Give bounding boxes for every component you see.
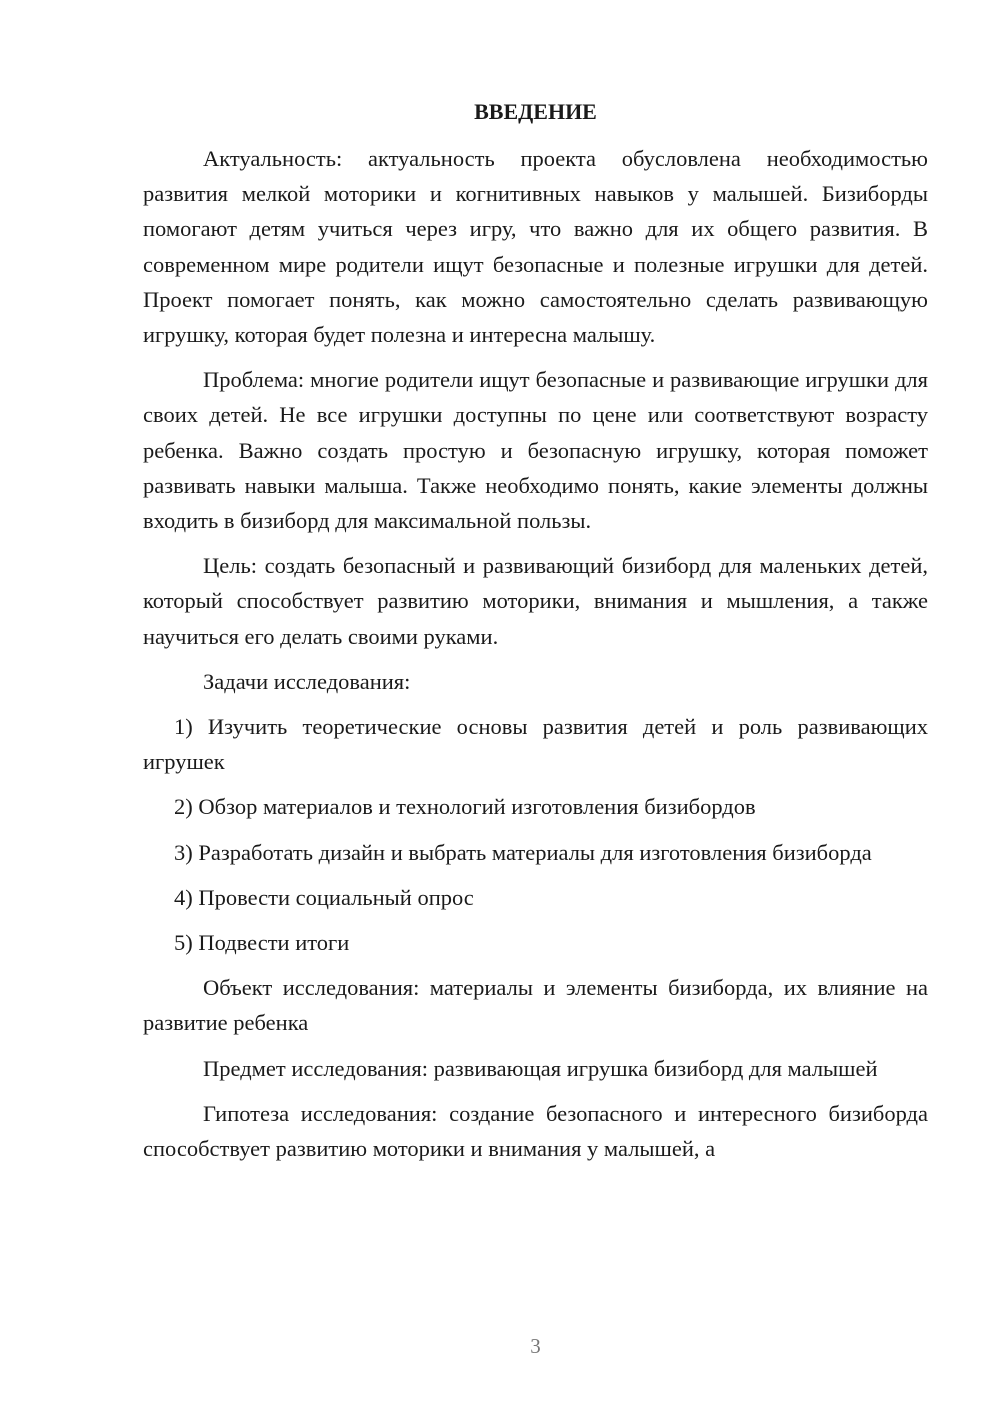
page-number: 3	[530, 1334, 541, 1358]
task-item: 2) Обзор материалов и технологий изготовления бизибордов	[174, 794, 756, 820]
paragraph-subject: Предмет исследования: развивающая игрушка бизиборд для малышей	[203, 1055, 878, 1081]
task-item: 1) Изучить теоретические основы развития детей и роль развивающих игрушек	[143, 714, 928, 775]
task-item: 3) Разработать дизайн и выбрать материалы для изготовления бизиборда	[174, 839, 872, 865]
paragraph-problem: Проблема: многие родители ищут безопасные и развивающие игрушки для своих детей. Не все игрушки доступны по цене или соответствуют возрасту ребенка. Важно создать простую и безопасную игрушку, которая поможет развивать навыки малыша. Также необходимо понять, какие элементы должны входить в бизиборд для максимальной пользы.	[143, 367, 928, 534]
document-page	[143, 0, 928, 1414]
task-item: 4) Провести социальный опрос	[174, 884, 474, 910]
paragraph-goal: Цель: создать безопасный и развивающий бизиборд для маленьких детей, который способствует развитию моторики, внимания и мышления, а также научиться его делать своими руками.	[143, 553, 928, 649]
document-body	[143, 141, 928, 1176]
page-title: ВВЕДЕНИЕ	[474, 99, 597, 124]
paragraph-hypothesis: Гипотеза исследования: создание безопасного и интересного бизиборда способствует развитию моторики и внимания у малышей, а	[143, 1100, 928, 1162]
paragraph-relevance: Актуальность: актуальность проекта обусловлена необходимостью развития мелкой моторики и когнитивных навыков у малышей. Бизиборды помогают детям учиться через игру, что важно для их общего развития. В современном мире родители ищут безопасные и полезные игрушки для детей. Проект помогает понять, как можно самостоятельно сделать развивающую игрушку, которая будет полезна и интересна малышу.	[143, 146, 928, 348]
tasks-heading: Задачи исследования:	[203, 668, 411, 694]
task-item: 5) Подвести итоги	[174, 930, 350, 956]
paragraph-object: Объект исследования: материалы и элементы бизиборда, их влияние на развитие ребенка	[143, 975, 928, 1036]
